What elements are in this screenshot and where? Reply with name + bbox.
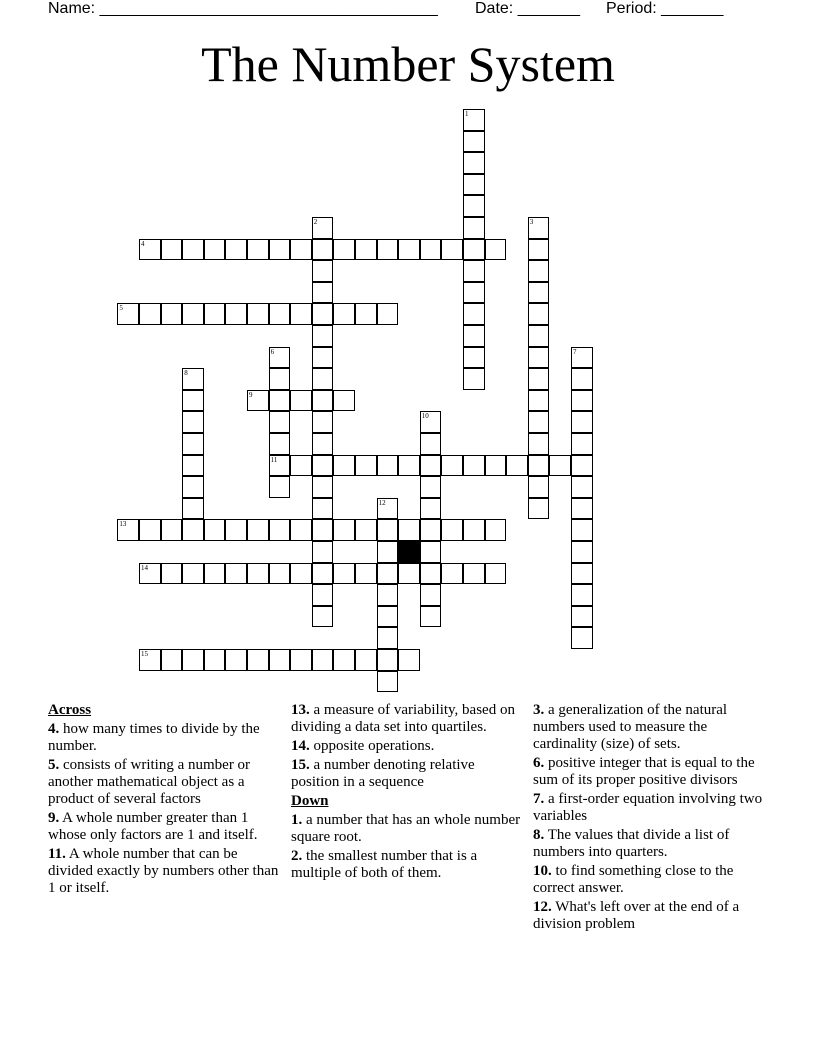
crossword-cell[interactable] [528, 411, 550, 433]
crossword-cell[interactable] [355, 239, 377, 261]
crossword-cell[interactable] [247, 563, 269, 585]
crossword-cell[interactable] [182, 303, 204, 325]
clue-item-text: to find something close to the correct answer. [533, 863, 734, 896]
crossword-cell[interactable] [420, 411, 442, 433]
crossword-cell[interactable] [420, 606, 442, 628]
crossword-cell[interactable] [571, 411, 593, 433]
clue-number: 14 [141, 563, 148, 572]
crossword-cell[interactable] [139, 303, 161, 325]
clue-item-number: 8. [533, 827, 545, 843]
clue-item-text: What's left over at the end of a division problem [533, 899, 740, 932]
clue-item [533, 827, 765, 861]
crossword-cell[interactable] [485, 563, 507, 585]
crossword-cell[interactable] [463, 303, 485, 325]
crossword-cell[interactable] [312, 606, 334, 628]
crossword-cell[interactable] [528, 433, 550, 455]
crossword-cell[interactable] [182, 390, 204, 412]
crossword-cell[interactable] [420, 239, 442, 261]
crossword-cell[interactable] [312, 541, 334, 563]
crossword-cell[interactable] [571, 347, 593, 369]
crossword-cell[interactable] [549, 455, 571, 477]
clue-item [291, 848, 523, 882]
clue-item-text: a number denoting relative position in a sequence [291, 757, 475, 790]
crossword-cell[interactable] [269, 368, 291, 390]
clue-number: 2 [313, 218, 318, 226]
crossword-cell[interactable] [204, 519, 226, 541]
page-title: The Number System [201, 36, 615, 92]
clue-item [48, 721, 280, 755]
crossword-cell[interactable] [139, 563, 161, 585]
crossword-cell[interactable] [355, 519, 377, 541]
crossword-cell[interactable] [182, 563, 204, 585]
crossword-cell[interactable] [312, 519, 334, 541]
crossword-cell[interactable] [312, 498, 334, 520]
clue-number: 3 [529, 218, 534, 226]
clue-item-number: 3. [533, 702, 545, 718]
clue-number: 11 [270, 455, 278, 464]
crossword-cell[interactable] [420, 476, 442, 498]
crossword-cell[interactable] [377, 606, 399, 628]
crossword-cell[interactable] [247, 519, 269, 541]
down-heading: Down [291, 793, 329, 809]
crossword-cell[interactable] [269, 563, 291, 585]
crossword-cell[interactable] [571, 606, 593, 628]
clue-item-number: 15. [291, 757, 310, 773]
clue-item [533, 791, 765, 825]
crossword-cell[interactable] [247, 649, 269, 671]
clue-item [533, 899, 765, 933]
crossword-cell[interactable] [312, 649, 334, 671]
crossword-cell[interactable] [204, 303, 226, 325]
crossword-cell[interactable] [463, 217, 485, 239]
crossword-cell[interactable] [312, 325, 334, 347]
crossword-cell[interactable] [377, 563, 399, 585]
crossword-cell[interactable] [290, 303, 312, 325]
clue-number: 15 [141, 650, 148, 658]
clue-item-text: A whole number that can be divided exactly by numbers other than 1 or itself. [48, 846, 279, 896]
crossword-cell[interactable] [571, 390, 593, 412]
crossword-cell[interactable] [377, 498, 399, 520]
crossword-cell[interactable] [333, 455, 355, 477]
crossword-cell[interactable] [463, 325, 485, 347]
crossword-cell[interactable] [377, 519, 399, 541]
clue-item-text: a measure of variability, based on dividing a data set into quartiles. [291, 702, 515, 735]
crossword-cell[interactable] [377, 649, 399, 671]
crossword-cell[interactable] [377, 584, 399, 606]
crossword-black-cell [398, 541, 420, 563]
crossword-cell[interactable] [225, 239, 247, 261]
crossword-cell[interactable] [312, 303, 334, 325]
crossword-cell[interactable] [290, 649, 312, 671]
crossword-cell[interactable] [571, 627, 593, 649]
crossword-cell[interactable] [139, 519, 161, 541]
crossword-cell[interactable] [182, 368, 204, 390]
crossword-cell[interactable] [441, 239, 463, 261]
clue-item [533, 755, 765, 789]
crossword-cell[interactable] [355, 303, 377, 325]
crossword-cell[interactable] [420, 433, 442, 455]
clues-column-2 [291, 702, 523, 884]
clue-item [48, 846, 280, 897]
clue-item-text: a first-order equation involving two variables [533, 791, 763, 824]
crossword-cell[interactable] [506, 455, 528, 477]
crossword-cell[interactable] [463, 347, 485, 369]
crossword-cell[interactable] [312, 455, 334, 477]
crossword-cell[interactable] [312, 563, 334, 585]
clue-item [291, 757, 523, 791]
crossword-cell[interactable] [528, 455, 550, 477]
crossword-cell[interactable] [528, 239, 550, 261]
crossword-cell[interactable] [161, 303, 183, 325]
crossword-cell[interactable] [528, 476, 550, 498]
crossword-cell[interactable] [485, 455, 507, 477]
crossword-cell[interactable] [571, 433, 593, 455]
crossword-cell[interactable] [377, 627, 399, 649]
crossword-cell[interactable] [269, 476, 291, 498]
crossword-cell[interactable] [204, 563, 226, 585]
clue-number: 13 [119, 520, 127, 529]
crossword-cell[interactable] [528, 260, 550, 282]
clue-item-number: 7. [533, 791, 545, 807]
crossword-cell[interactable] [204, 239, 226, 261]
crossword-cell[interactable] [269, 303, 291, 325]
clue-item-text: a generalization of the natural numbers used to measure the cardinality (size) of sets. [533, 702, 728, 752]
crossword-cell[interactable] [355, 455, 377, 477]
crossword-cell[interactable] [398, 649, 420, 671]
crossword-cell[interactable] [420, 541, 442, 563]
crossword-cell[interactable] [161, 649, 183, 671]
crossword-cell[interactable] [528, 217, 550, 239]
crossword-cell[interactable] [333, 390, 355, 412]
crossword-cell[interactable] [528, 368, 550, 390]
clue-number: 7 [573, 347, 577, 356]
crossword-cell[interactable] [528, 347, 550, 369]
clue-item [291, 738, 523, 755]
clue-item-number: 1. [291, 812, 303, 828]
crossword-cell[interactable] [139, 239, 161, 261]
crossword-cell[interactable] [377, 239, 399, 261]
crossword-cell[interactable] [312, 476, 334, 498]
crossword-cell[interactable] [161, 519, 183, 541]
clue-item-number: 4. [48, 721, 60, 737]
clue-item-text: The values that divide a list of numbers into quarters. [533, 827, 730, 860]
crossword-cell[interactable] [204, 649, 226, 671]
crossword-cell[interactable] [225, 303, 247, 325]
crossword-cell[interactable] [225, 649, 247, 671]
crossword-cell[interactable] [463, 239, 485, 261]
date-field[interactable]: Date: _______ [475, 0, 580, 17]
crossword-cell[interactable] [182, 411, 204, 433]
crossword-cell[interactable] [269, 649, 291, 671]
crossword-cell[interactable] [290, 455, 312, 477]
crossword-cell[interactable] [571, 541, 593, 563]
crossword-cell[interactable] [377, 455, 399, 477]
crossword-cell[interactable] [182, 498, 204, 520]
crossword-cell[interactable] [117, 303, 139, 325]
clues-column-1 [48, 702, 280, 899]
crossword-cell[interactable] [182, 519, 204, 541]
crossword-cell[interactable] [312, 433, 334, 455]
crossword-cell[interactable] [355, 563, 377, 585]
crossword-cell[interactable] [463, 109, 485, 131]
crossword-cell[interactable] [420, 519, 442, 541]
crossword-cell[interactable] [528, 325, 550, 347]
period-field[interactable]: Period: _______ [606, 0, 724, 17]
crossword-cell[interactable] [377, 303, 399, 325]
clues-column-3 [533, 702, 765, 935]
crossword-cell[interactable] [312, 584, 334, 606]
across-heading: Across [48, 702, 92, 718]
clue-number: 4 [141, 239, 145, 248]
crossword-cell[interactable] [420, 498, 442, 520]
clue-item [533, 863, 765, 897]
crossword-cell[interactable] [269, 433, 291, 455]
clue-item-text: how many times to divide by the number. [48, 721, 260, 754]
crossword-cell[interactable] [463, 519, 485, 541]
clue-item-number: 11. [48, 846, 66, 862]
crossword-cell[interactable] [290, 519, 312, 541]
clue-item-number: 13. [291, 702, 310, 718]
clue-item-number: 5. [48, 757, 60, 773]
crossword-cell[interactable] [182, 455, 204, 477]
clue-number: 5 [119, 304, 123, 313]
crossword-cell[interactable] [463, 174, 485, 196]
crossword-cell[interactable] [247, 239, 269, 261]
clue-item-text: consists of writing a number or another mathematical object as a product of several factors [48, 757, 251, 807]
crossword-cell[interactable] [463, 563, 485, 585]
crossword-cell[interactable] [312, 260, 334, 282]
clue-item-text: positive integer that is equal to the sum of its proper positive divisors [533, 755, 755, 788]
crossword-cell[interactable] [441, 519, 463, 541]
crossword-cell[interactable] [463, 131, 485, 153]
crossword-cell[interactable] [420, 584, 442, 606]
crossword-cell[interactable] [333, 649, 355, 671]
crossword-cell[interactable] [182, 476, 204, 498]
clue-item [48, 757, 280, 808]
clue-item [48, 810, 280, 844]
crossword-cell[interactable] [377, 541, 399, 563]
crossword-cell[interactable] [290, 390, 312, 412]
crossword-cell[interactable] [485, 239, 507, 261]
crossword-cell[interactable] [420, 455, 442, 477]
clue-item-number: 10. [533, 863, 552, 879]
clue-item-text: opposite operations. [309, 738, 435, 754]
crossword-cell[interactable] [420, 563, 442, 585]
clue-item [291, 702, 523, 736]
crossword-cell[interactable] [463, 455, 485, 477]
crossword-cell[interactable] [333, 239, 355, 261]
crossword-cell[interactable] [333, 303, 355, 325]
crossword-cell[interactable] [225, 519, 247, 541]
clue-item-number: 6. [533, 755, 545, 771]
clue-item-text: the smallest number that is a multiple of both of them. [291, 848, 478, 881]
crossword-cell[interactable] [528, 498, 550, 520]
crossword-cell[interactable] [398, 455, 420, 477]
crossword-cell[interactable] [441, 455, 463, 477]
clue-number: 8 [184, 369, 188, 378]
crossword-cell[interactable] [333, 563, 355, 585]
crossword-cell[interactable] [571, 455, 593, 477]
crossword-cell[interactable] [312, 217, 334, 239]
name-field[interactable]: Name: ______________________________________ [48, 0, 438, 17]
crossword-cell[interactable] [161, 239, 183, 261]
crossword-cell[interactable] [571, 584, 593, 606]
crossword-cell[interactable] [571, 498, 593, 520]
crossword-cell[interactable] [182, 649, 204, 671]
crossword-cell[interactable] [528, 282, 550, 304]
clue-item-number: 14. [291, 738, 310, 754]
crossword-cell[interactable] [117, 519, 139, 541]
crossword-cell[interactable] [571, 519, 593, 541]
clue-item-text: a number that has an whole number square root. [291, 812, 521, 845]
crossword-cell[interactable] [528, 303, 550, 325]
crossword-cell[interactable] [463, 152, 485, 174]
crossword-cell[interactable] [312, 368, 334, 390]
crossword-cell[interactable] [182, 239, 204, 261]
crossword-cell[interactable] [269, 347, 291, 369]
crossword-cell[interactable] [528, 390, 550, 412]
crossword-cell[interactable] [377, 671, 399, 693]
crossword-cell[interactable] [269, 390, 291, 412]
crossword-cell[interactable] [312, 282, 334, 304]
crossword-cell[interactable] [463, 368, 485, 390]
crossword-cell[interactable] [247, 390, 269, 412]
crossword-cell[interactable] [269, 519, 291, 541]
crossword-cell[interactable] [312, 347, 334, 369]
clue-item-text: A whole number greater than 1 whose only factors are 1 and itself. [48, 810, 258, 843]
clue-number: 10 [421, 412, 429, 421]
crossword-cell[interactable] [463, 260, 485, 282]
clue-number: 9 [249, 390, 253, 399]
clue-item [533, 702, 765, 753]
crossword-cell[interactable] [182, 433, 204, 455]
crossword-cell[interactable] [571, 476, 593, 498]
crossword-cell[interactable] [398, 563, 420, 585]
clue-item [291, 812, 523, 846]
crossword-cell[interactable] [333, 519, 355, 541]
crossword-cell[interactable] [463, 195, 485, 217]
crossword-cell[interactable] [398, 519, 420, 541]
crossword-cell[interactable] [290, 239, 312, 261]
crossword-cell[interactable] [355, 649, 377, 671]
crossword-cell[interactable] [571, 368, 593, 390]
clue-item-number: 2. [291, 848, 303, 864]
crossword-cell[interactable] [312, 390, 334, 412]
crossword-cell[interactable] [312, 239, 334, 261]
clue-number: 12 [378, 498, 386, 507]
crossword-cell[interactable] [485, 519, 507, 541]
crossword-cell[interactable] [139, 649, 161, 671]
crossword-cell[interactable] [441, 563, 463, 585]
clue-item-number: 12. [533, 899, 552, 915]
clue-number: 6 [270, 347, 275, 356]
crossword-cell[interactable] [247, 303, 269, 325]
crossword-cell[interactable] [269, 455, 291, 477]
crossword-cell[interactable] [290, 563, 312, 585]
crossword-cell[interactable] [269, 411, 291, 433]
clue-item-number: 9. [48, 810, 60, 826]
crossword-cell[interactable] [312, 411, 334, 433]
crossword-cell[interactable] [269, 239, 291, 261]
crossword-cell[interactable] [463, 282, 485, 304]
clue-number: 1 [465, 110, 469, 118]
crossword-cell[interactable] [398, 239, 420, 261]
crossword-cell[interactable] [225, 563, 247, 585]
crossword-cell[interactable] [161, 563, 183, 585]
crossword-cell[interactable] [571, 563, 593, 585]
